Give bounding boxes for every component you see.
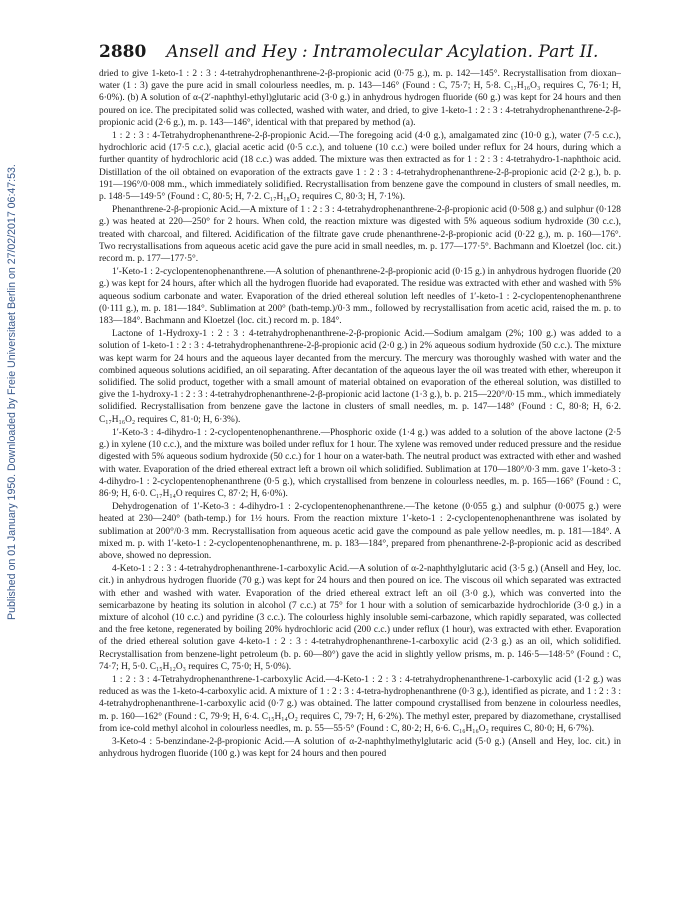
article-body [99,68,621,761]
access-notice-sidebar [0,0,26,912]
paragraph-3: Phenanthrene-2-β-propionic Acid.—A mixture of 1 : 2 : 3 : 4-tetrahydrophenanthrene-2-β-propionic acid (0·508 g.) and sulphur (0·128 g.) was heated at 220—250° for 2 hours. When cold, the reaction mixture was digested with 5% aqueous sodium hydroxide (30 c.c.), treated with charcoal, and filtered. Acidification of the filtrate gave crude phenanthrene-2-β-propionic acid (0·22 g.), m. p. 160—176°. Two recrystallisations from aqueous acetic acid gave the pure acid in small needles, m. p. 177—177·5°. Bachmann and Kloetzel (loc. cit.) record m. p. 177—177·5°. [99,205,621,265]
page-number: 2880 [99,42,147,62]
access-notice: Published on 01 January 1950. Downloaded by Freie Universitaet Berlin on 27/02/2017 06:47:53. [6,164,18,620]
running-title: Ansell and Hey : Intramolecular Acylation. Part II. [166,42,599,62]
page-header [99,42,621,62]
paragraph-5: Lactone of 1-Hydroxy-1 : 2 : 3 : 4-tetrahydrophenanthrene-2-β-propionic Acid.—Sodium amalgam (2%; 100 g.) was added to a solution of 1-keto-1 : 2 : 3 : 4-tetrahydrophenanthrene-2-β-propionic acid (2·0 g.) in 2% aqueous sodium hydroxide (50 c.c.). The mixture was kept warm for 24 hours and the aqueous layer decanted from the mercury. The mercury was thoroughly washed with water and the combined aqueous solutions acidified, an oil separating. After decantation of the aqueous layer the oil was treated with ether, whereupon it solidified. The solid product, together with a small amount of material obtained on evaporation of the ethereal solution, was distilled to give the 1-hydroxy-1 : 2 : 3 : 4-tetrahydrophenanthrene-2-β-propionic acid lactone (1·3 g.), b. p. 215—220°/0·15 mm., which immediately solidified. Recrystallisation from benzene gave the lactone in clusters of small needles, m. p. 147—148° (Found : C, 80·8; H, 6·2. C₁₇H₁₆O₂ requires C, 81·0; H, 6·3%). [99,329,621,425]
paragraph-10: 3-Keto-4 : 5-benzindane-2-β-propionic Acid.—A solution of α-2-naphthylmethylglutaric acid (5·0 g.) (Ansell and Hey, loc. cit.) in anhydrous hydrogen fluoride (100 g.) was kept for 24 hours and then poured [99,736,621,760]
paragraph-2: 1 : 2 : 3 : 4-Tetrahydrophenanthrene-2-β-propionic Acid.—The foregoing acid (4·0 g.), amalgamated zinc (10·0 g.), water (7·5 c.c.), hydrochloric acid (17·5 c.c.), glacial acetic acid (0·5 c.c.), and toluene (10 c.c.) were boiled under reflux for 24 hours, during which a further quantity of hydrochloric acid (18 c.c.) was added. The mixture was then extracted as for 1 : 2 : 3 : 4-tetrahydro-1-naphthoic acid. Distillation of the oil obtained on evaporation of the extracts gave 1 : 2 : 3 : 4-tetrahydrophenanthrene-2-β-propionic acid (2·2 g.), b. p. 191—196°/0·008 mm., which immediately solidified. Recrystallisation from benzene gave the compound in clusters of small needles, m. p. 148·5—149·5° (Found : C, 80·5; H, 7·2. C₁₇H₁₈O₂ requires C, 80·3; H, 7·1%). [99,131,621,203]
paragraph-7: Dehydrogenation of 1′-Keto-3 : 4-dihydro-1 : 2-cyclopentenophenanthrene.—The ketone (0·055 g.) and sulphur (0·0075 g.) were heated at 230—240° (bath-temp.) for 1½ hours. From the reaction mixture 1′-keto-1 : 2-cyclopentenophenanthrene was isolated by sublimation at 200°/0·3 mm. Recrystallisation from aqueous acetic acid gave the compound as pale yellow needles, m. p. 181—184°. A mixed m. p. with 1′-keto-1 : 2-cyclopentenophenanthrene, m. p. 183—184°, prepared from phenanthrene-2-β-propionic acid as described above, showed no depression. [99,502,621,561]
paragraph-9: 1 : 2 : 3 : 4-Tetrahydrophenanthrene-1-carboxylic Acid.—4-Keto-1 : 2 : 3 : 4-tetrahydrophenanthrene-1-carboxylic acid (1·2 g.) was reduced as was the 1-keto-4-carboxylic acid. A mixture of 1 : 2 : 3 : 4-tetra-hydrophenanthrene (0·3 g.), identified as picrate, and 1 : 2 : 3 : 4-tetrahydrophenanthrene-1-carboxylic acid (0·7 g.) was obtained. The latter compound crystallised from benzene in colourless needles, m. p. 160—162° (Found : C, 79·9; H, 6·4. C₁₅H₁₄O₂ requires C, 79·7; H, 6·2%). The methyl ester, prepared by diazomethane, crystallised from ice-cold methyl alcohol in colourless needles, m. p. 55—55·5° (Found : C, 80·2; H, 6·6. C₁₆H₁₆O₂ requires C, 80·0; H, 6·7%). [99,674,621,734]
paragraph-8: 4-Keto-1 : 2 : 3 : 4-tetrahydrophenanthrene-1-carboxylic Acid.—A solution of α-2-naphthylglutaric acid (3·5 g.) (Ansell and Hey, loc. cit.) in anhydrous hydrogen fluoride (70 g.) was kept for 24 hours and then poured on ice. The viscous oil which separated was extracted with ether and washed with water. Evaporation of the dried ethereal extract left an oil (3·0 g.), which was converted into the semicarbazone by heating its solution in alcohol (7 c.c.) at 75° for 1 hour with a solution of semicarbazide hydrochloride (3·0 g.) in a mixture of alcohol (10 c.c.) and pyridine (3 c.c.). The colourless highly insoluble semi-carbazone, which rapidly separated, was collected and the free ketone, regenerated by boiling 20% hydrochloric acid (200 c.c.) under reflux (1 hour), was extracted with ether. Evaporation of the dried ethereal solution gave 4-keto-1 : 2 : 3 : 4-tetrahydrophenanthrene-1-carboxylic acid (2·3 g.) as an oil, which solidified. Recrystallisation from benzene-light petroleum (b. p. 60—80°) gave the acid in slightly yellow prisms, m. p. 146·5—148·5° (Found : C, 74·7; H, 5·0. C₁₅H₁₂O₃ requires C, 75·0; H, 5·0%). [99,564,621,672]
paragraph-4: 1′-Keto-1 : 2-cyclopentenophenanthrene.—A solution of phenanthrene-2-β-propionic acid (0·15 g.) in anhydrous hydrogen fluoride (20 g.) was kept for 24 hours, after which all the hydrogen fluoride had evaporated. The residue was extracted with ether and washed with 5% aqueous sodium carbonate and water. Evaporation of the dried ethereal solution left needles of 1′-keto-1 : 2-cyclopentenophenanthrene (0·111 g.), m. p. 181—184°. Sublimation at 200° (bath-temp.)/0·3 mm., followed by recrystallisation from acetic acid, raised the m. p. to 183—184°. Bachmann and Kloetzel (loc. cit.) record m. p. 184°. [99,267,621,327]
paragraph-6: 1′-Keto-3 : 4-dihydro-1 : 2-cyclopentenophenanthrene.—Phosphoric oxide (1·4 g.) was added to a solution of the above lactone (2·5 g.) in xylene (10 c.c.), and the mixture was boiled under reflux for 1 hour. The xylene was removed under reduced pressure and the residue digested with 5% aqueous sodium hydroxide (50 c.c.) for 1 hour on a water-bath. The neutral product was extracted with ether and washed with water. Evaporation of the dried ethereal extract left a brown oil which solidified. Sublimation at 170—180°/0·3 mm. gave 1′-keto-3 : 4-dihydro-1 : 2-cyclopentenophenanthrene (0·5 g.), which crystallised from benzene in colourless needles, m. p. 165—166° (Found : C, 86·9; H, 6·0. C₁₇H₁₄O requires C, 87·2; H, 6·0%). [99,427,621,499]
paragraph-1: dried to give 1-keto-1 : 2 : 3 : 4-tetrahydrophenanthrene-2-β-propionic acid (0·75 g.), m. p. 142—145°. Recrystallisation from dioxan–water (1 : 3) gave the pure acid in small colourless needles, m. p. 143—146° (Found : C, 75·7; H, 5·8. C₁₇H₁₆O₃ requires C, 76·1; H, 6·0%). (b) A solution of α-(2′-naphthyl-ethyl)glutaric acid (3·0 g.) in anhydrous hydrogen fluoride (60 g.) was kept for 24 hours and then poured on ice. The precipitated solid was collected, washed with water, and dried, to give 1-keto-1 : 2 : 3 : 4-tetrahydrophenanthrene-2-β-propionic acid (2·6 g.), m. p. 143—146°, identical with that prepared by method (a). [99,69,621,128]
